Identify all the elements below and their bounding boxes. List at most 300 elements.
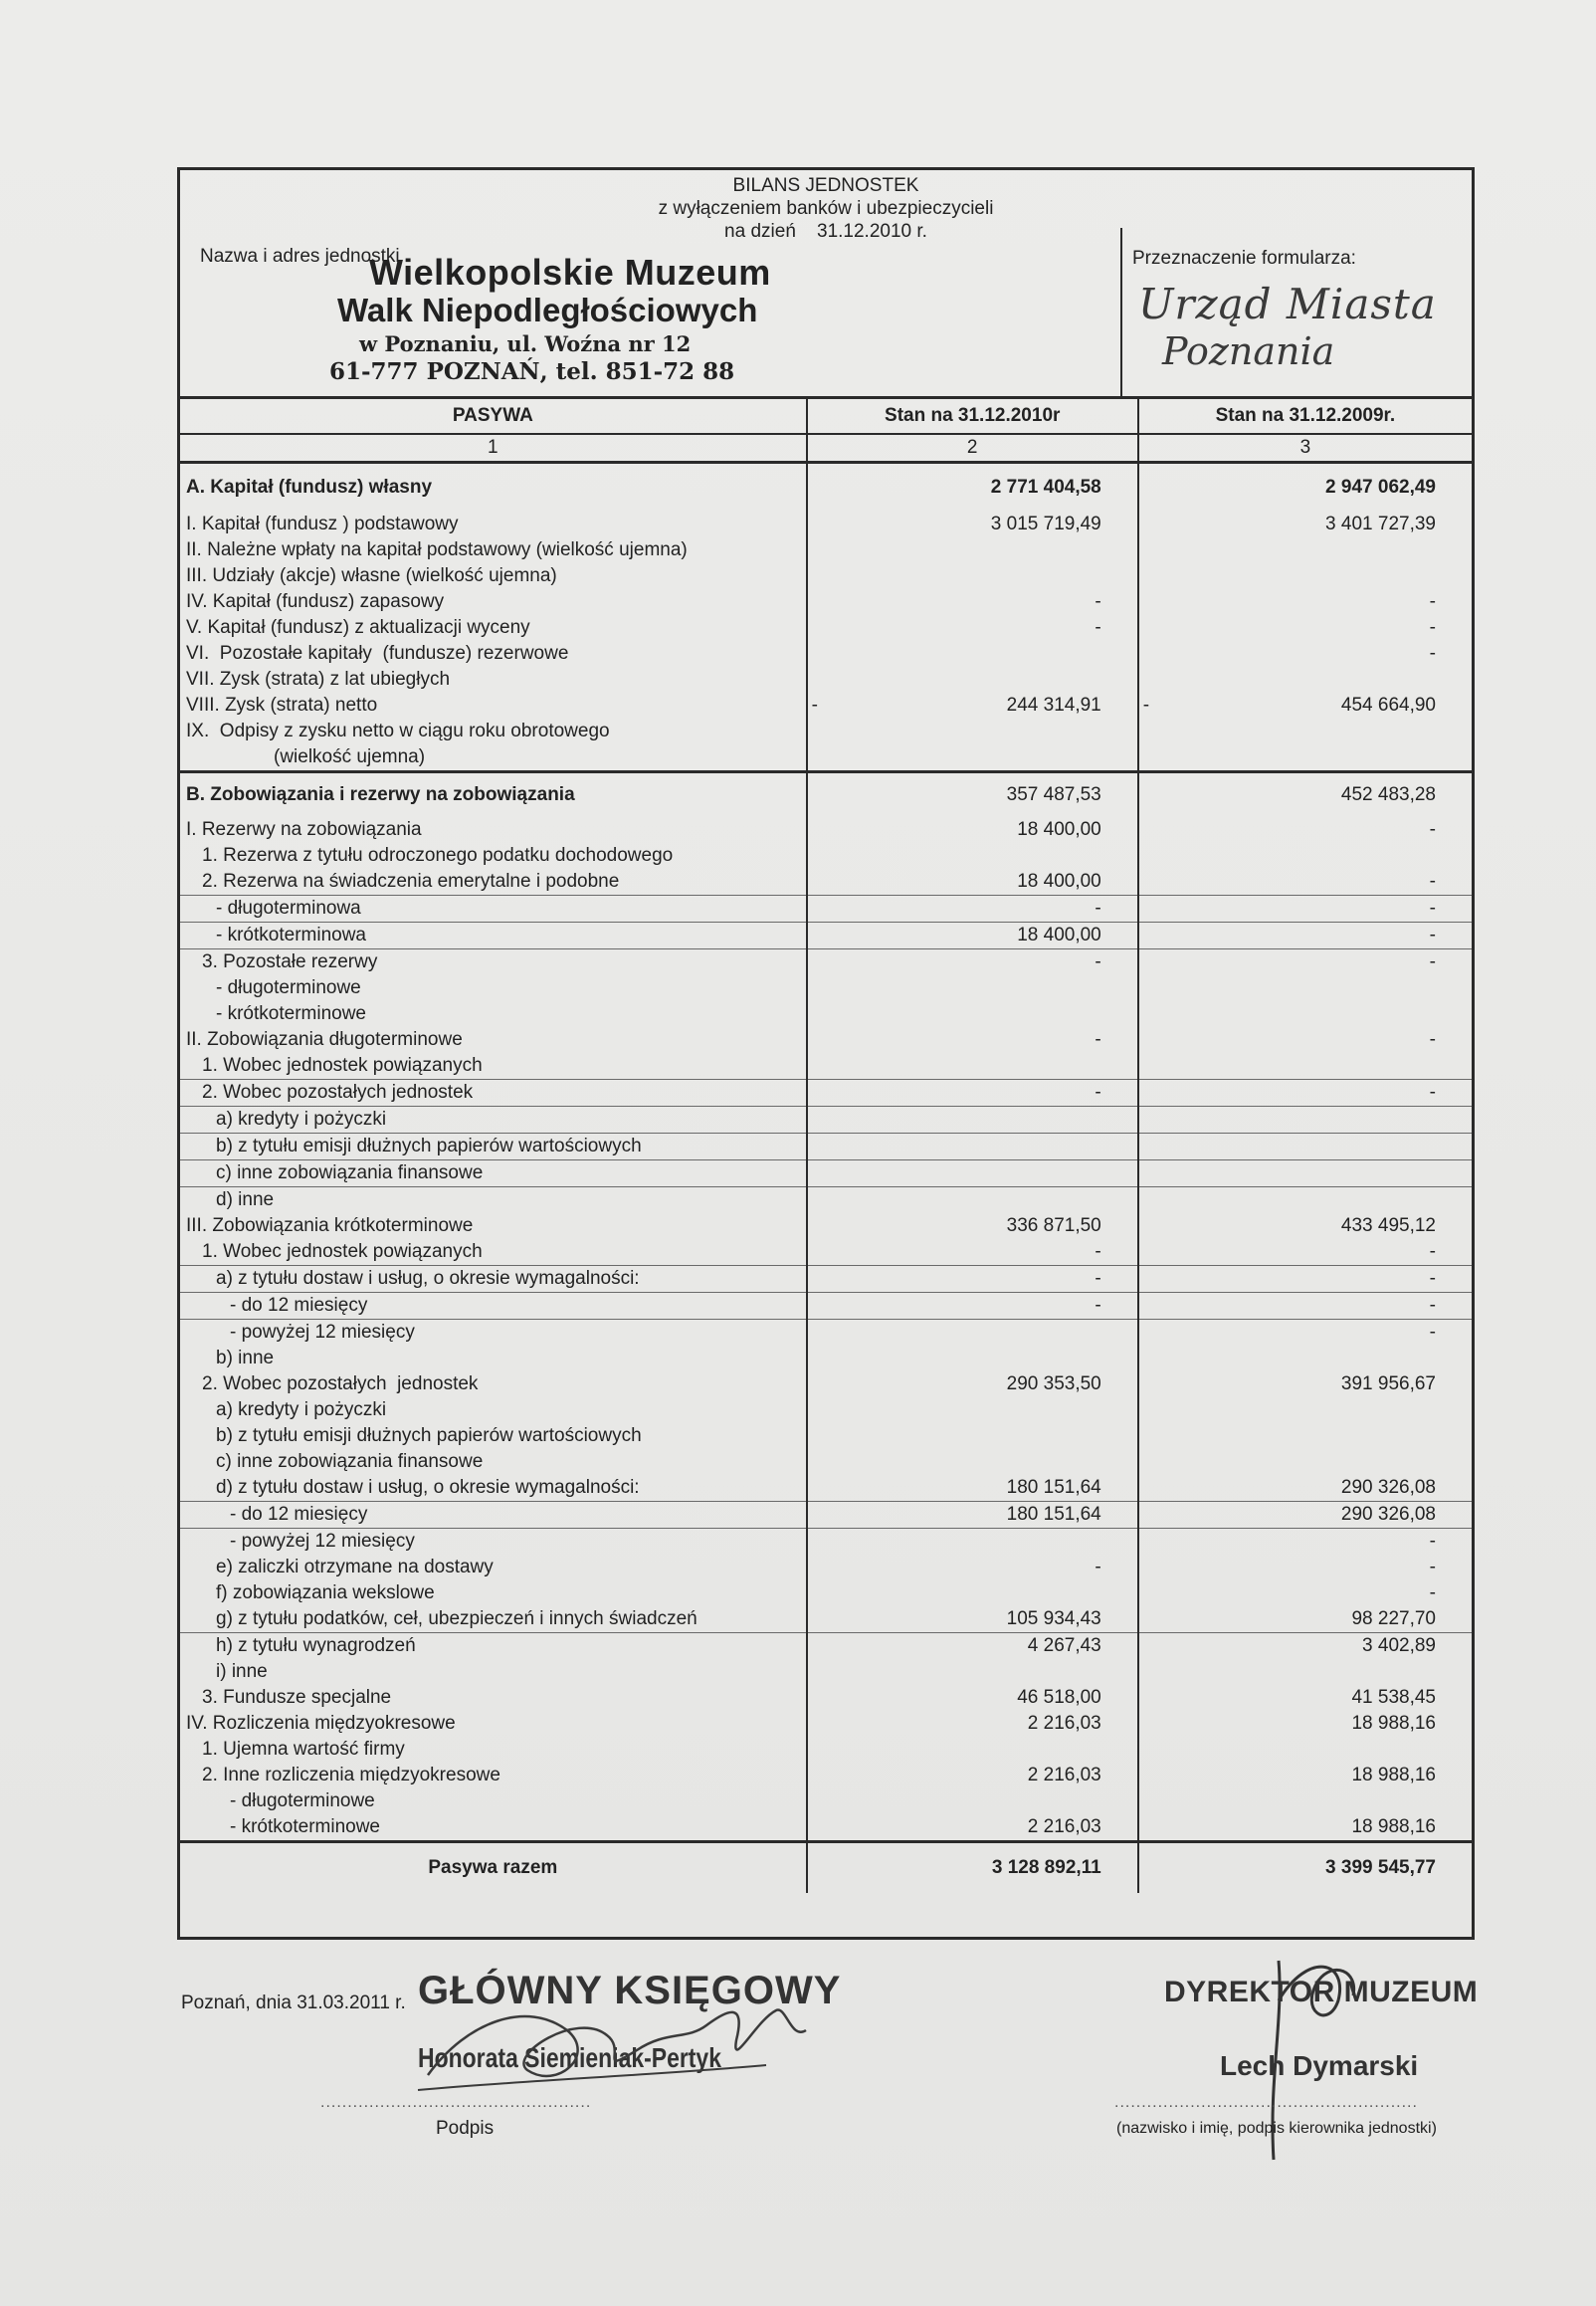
row-label-text: 1. Ujemna wartość firmy (202, 1739, 405, 1760)
value-2009 (1138, 1053, 1472, 1080)
sign-2010: - (811, 695, 818, 716)
table-row (180, 1266, 1472, 1293)
table-row (180, 1475, 1472, 1502)
value-2009 (1138, 1529, 1472, 1556)
value-2009 (1138, 1346, 1472, 1371)
value-2010 (807, 1606, 1138, 1633)
value-2009-text: 391 956,67 (1340, 1373, 1436, 1394)
table-row (180, 615, 1472, 641)
value-2009 (1138, 949, 1472, 976)
value-2010-text: - (1095, 1557, 1101, 1577)
value-2009 (1138, 1293, 1472, 1320)
table-row (180, 1134, 1472, 1160)
row-label (180, 869, 807, 896)
row-label (180, 1580, 807, 1606)
value-2009-text: 2 947 062,49 (1325, 477, 1436, 498)
row-label (180, 1737, 807, 1763)
value-2009 (1138, 641, 1472, 667)
value-2010-text: - (1095, 898, 1101, 919)
row-label (180, 719, 807, 772)
value-2009-text: - (1429, 1241, 1436, 1262)
table-row (180, 1423, 1472, 1449)
title-line-1: BILANS JEDNOSTEK (732, 175, 919, 196)
value-2010 (807, 1053, 1138, 1080)
value-2009 (1138, 1371, 1472, 1397)
row-label-text: Pasywa razem (428, 1857, 558, 1878)
row-label-text: 2. Rezerwa na świadczenia emerytalne i podobne (202, 871, 620, 892)
table-row (180, 667, 1472, 693)
table-row (180, 1814, 1472, 1842)
table-row (180, 1606, 1472, 1633)
value-2010-text: 18 400,00 (1017, 925, 1101, 945)
value-2009 (1138, 589, 1472, 615)
table-row (180, 1320, 1472, 1347)
row-label-text: b) inne (216, 1348, 275, 1368)
destination-handwritten-1: Urząd Miasta (1138, 280, 1437, 328)
value-2009-text: - (1429, 1557, 1436, 1577)
row-label-text: VIII. Zysk (strata) netto (186, 695, 378, 716)
stamp-line-1: Wielkopolskie Muzeum (369, 252, 771, 293)
row-label (180, 589, 807, 615)
value-2009 (1138, 1187, 1472, 1214)
row-label (180, 843, 807, 869)
value-2010 (807, 1788, 1138, 1814)
value-2010-text: 180 151,64 (1006, 1504, 1101, 1525)
value-2010 (807, 1001, 1138, 1027)
table-row (180, 1397, 1472, 1423)
row-label (180, 975, 807, 1001)
row-label-text: A. Kapitał (fundusz) własny (186, 477, 433, 498)
row-label-text: V. Kapitał (fundusz) z aktualizacji wyceny (186, 617, 530, 638)
value-2009 (1138, 1160, 1472, 1187)
row-label (180, 641, 807, 667)
col-number-2: 2 (807, 434, 1138, 463)
value-2010 (807, 1763, 1138, 1788)
row-label (180, 1001, 807, 1027)
value-2010-text: - (1095, 951, 1101, 972)
row-label (180, 1160, 807, 1187)
value-2010 (807, 1080, 1138, 1107)
row-label (180, 463, 807, 513)
value-2010 (807, 693, 1138, 719)
row-label-text: - do 12 miesięcy (230, 1295, 368, 1316)
value-2010 (807, 1449, 1138, 1475)
table-row (180, 1555, 1472, 1580)
value-2009-text: - (1429, 591, 1436, 612)
director-stamp: DYREKTOR MUZEUM (1164, 1976, 1479, 2008)
table-row (180, 1160, 1472, 1187)
row-label-text: VII. Zysk (strata) z lat ubiegłych (186, 669, 451, 690)
row-label (180, 1788, 807, 1814)
table-row (180, 1213, 1472, 1239)
value-2010 (807, 589, 1138, 615)
table-row (180, 817, 1472, 843)
value-2010 (807, 1529, 1138, 1556)
value-2010 (807, 896, 1138, 923)
row-label-text: 1. Rezerwa z tytułu odroczonego podatku dochodowego (202, 845, 674, 866)
value-2009 (1138, 1633, 1472, 1660)
row-label (180, 1080, 807, 1107)
value-2009 (1138, 1842, 1472, 1894)
value-2010 (807, 975, 1138, 1001)
value-2010 (807, 1814, 1138, 1842)
value-2009-text: 452 483,28 (1340, 784, 1436, 805)
table-row (180, 1842, 1472, 1894)
value-2009-text: - (1429, 1029, 1436, 1050)
value-2010-text: 2 216,03 (1027, 1713, 1101, 1734)
table-row (180, 537, 1472, 563)
value-2010 (807, 772, 1138, 818)
value-2010 (807, 1737, 1138, 1763)
row-label-text: a) z tytułu dostaw i usług, o okresie wymagalności: (216, 1268, 640, 1289)
value-2010-text: 3 128 892,11 (991, 1857, 1101, 1878)
value-2009-text: 18 988,16 (1351, 1765, 1436, 1785)
table-row (180, 1239, 1472, 1266)
row-label (180, 1814, 807, 1842)
value-2009 (1138, 615, 1472, 641)
value-2010 (807, 1842, 1138, 1894)
destination-box (1120, 228, 1472, 399)
value-2009 (1138, 1397, 1472, 1423)
row-label-text: II. Zobowiązania długoterminowe (186, 1029, 463, 1050)
value-2009 (1138, 772, 1472, 818)
value-2010 (807, 869, 1138, 896)
table-row (180, 1107, 1472, 1134)
row-label-text-2: (wielkość ujemna) (274, 746, 426, 767)
value-2009-text: - (1429, 925, 1436, 945)
value-2010-text: 105 934,43 (1006, 1608, 1101, 1629)
row-label (180, 1685, 807, 1711)
value-2009-text: - (1429, 1082, 1436, 1103)
value-2010-text: - (1095, 591, 1101, 612)
value-2010 (807, 512, 1138, 537)
value-2009 (1138, 1580, 1472, 1606)
table-row (180, 1529, 1472, 1556)
table-row (180, 1293, 1472, 1320)
value-2009-text: 454 664,90 (1340, 695, 1436, 716)
form-header (180, 170, 1472, 399)
value-2009 (1138, 512, 1472, 537)
title-line-3: na dzień 31.12.2010 r. (724, 221, 927, 242)
table-row (180, 1711, 1472, 1737)
table-row (180, 1001, 1472, 1027)
value-2009 (1138, 1711, 1472, 1737)
balance-table (180, 399, 1472, 1893)
row-label (180, 1346, 807, 1371)
value-2010-text: 180 151,64 (1006, 1477, 1101, 1498)
value-2009-text: - (1429, 1531, 1436, 1552)
row-label (180, 1213, 807, 1239)
value-2009-text: - (1429, 1582, 1436, 1603)
table-row (180, 512, 1472, 537)
value-2009 (1138, 1475, 1472, 1502)
value-2009-text: 98 227,70 (1351, 1608, 1436, 1629)
row-label-text: b) z tytułu emisji dłużnych papierów wartościowych (216, 1136, 642, 1156)
table-row (180, 719, 1472, 772)
value-2009 (1138, 563, 1472, 589)
row-label (180, 1711, 807, 1737)
value-2009 (1138, 1449, 1472, 1475)
value-2009 (1138, 843, 1472, 869)
signature-line-right: ........................................................ (1114, 2094, 1418, 2111)
stamp-line-4: 61-777 POZNAŃ, tel. 851-72 88 (329, 358, 735, 385)
table-row (180, 641, 1472, 667)
row-label-text: 3. Pozostałe rezerwy (202, 951, 378, 972)
signature-label: Podpis (436, 2118, 495, 2139)
row-label (180, 896, 807, 923)
value-2010 (807, 641, 1138, 667)
value-2009 (1138, 693, 1472, 719)
row-label-text: h) z tytułu wynagrodzeń (216, 1635, 416, 1656)
row-label-text: - powyżej 12 miesięcy (230, 1531, 415, 1552)
value-2010-text: 18 400,00 (1017, 819, 1101, 840)
value-2009-text: 18 988,16 (1351, 1816, 1436, 1837)
row-label-text: IV. Kapitał (fundusz) zapasowy (186, 591, 445, 612)
table-row (180, 1502, 1472, 1529)
row-label (180, 1475, 807, 1502)
director-name: Lech Dymarski (1220, 2050, 1419, 2081)
value-2009 (1138, 1763, 1472, 1788)
value-2009-text: - (1429, 898, 1436, 919)
row-label-text: b) z tytułu emisji dłużnych papierów wartościowych (216, 1425, 642, 1446)
row-label-text: IV. Rozliczenia międzyokresowe (186, 1713, 456, 1734)
table-row (180, 1580, 1472, 1606)
row-label-text: f) zobowiązania wekslowe (216, 1582, 435, 1603)
value-2009-text: - (1429, 871, 1436, 892)
value-2009 (1138, 1266, 1472, 1293)
row-label (180, 1633, 807, 1660)
value-2010 (807, 1711, 1138, 1737)
value-2010 (807, 1266, 1138, 1293)
value-2010 (807, 1213, 1138, 1239)
table-row (180, 896, 1472, 923)
row-label (180, 1320, 807, 1347)
value-2010 (807, 1423, 1138, 1449)
table-row (180, 923, 1472, 949)
value-2010 (807, 1555, 1138, 1580)
row-label-text: 1. Wobec jednostek powiązanych (202, 1055, 483, 1076)
row-label (180, 772, 807, 818)
row-label (180, 1134, 807, 1160)
row-label-text: III. Udziały (akcje) własne (wielkość ujemna) (186, 565, 557, 586)
value-2010 (807, 949, 1138, 976)
value-2009-text: - (1429, 617, 1436, 638)
value-2009 (1138, 1027, 1472, 1053)
value-2009-text: 3 402,89 (1362, 1635, 1436, 1656)
value-2010-text: 357 487,53 (1006, 784, 1101, 805)
row-label (180, 1187, 807, 1214)
value-2010-text: - (1095, 1268, 1101, 1289)
row-label-text: - długoterminowe (230, 1790, 375, 1811)
row-label-text: d) z tytułu dostaw i usług, o okresie wymagalności: (216, 1477, 640, 1498)
value-2009-text: 290 326,08 (1340, 1477, 1436, 1498)
row-label-text: a) kredyty i pożyczki (216, 1109, 387, 1130)
table-row (180, 1080, 1472, 1107)
column-number-row (180, 434, 1472, 463)
row-label-text: - krótkoterminowe (230, 1816, 380, 1837)
value-2009 (1138, 1213, 1472, 1239)
value-2010 (807, 1659, 1138, 1685)
row-label (180, 1555, 807, 1580)
value-2009 (1138, 869, 1472, 896)
row-label (180, 1529, 807, 1556)
row-label-text: 2. Wobec pozostałych jednostek (202, 1082, 474, 1103)
row-label-text: c) inne zobowiązania finansowe (216, 1451, 484, 1472)
value-2010-text: 18 400,00 (1017, 871, 1101, 892)
row-label-text: IX. Odpisy z zysku netto w ciągu roku obrotowego (186, 721, 610, 741)
value-2010 (807, 563, 1138, 589)
row-label (180, 1842, 807, 1894)
value-2009 (1138, 1737, 1472, 1763)
row-label (180, 1053, 807, 1080)
value-2010 (807, 1685, 1138, 1711)
value-2010 (807, 1580, 1138, 1606)
value-2010-text: 2 216,03 (1027, 1765, 1101, 1785)
col-number-1: 1 (180, 434, 807, 463)
value-2009 (1138, 1788, 1472, 1814)
row-label (180, 1371, 807, 1397)
chief-accountant-signature (408, 1981, 826, 2100)
value-2009-text: - (1429, 1268, 1436, 1289)
value-2009 (1138, 1001, 1472, 1027)
value-2010-text: 244 314,91 (1006, 695, 1101, 716)
value-2009-text: 41 538,45 (1351, 1687, 1436, 1708)
table-row (180, 1685, 1472, 1711)
row-label (180, 615, 807, 641)
value-2010 (807, 615, 1138, 641)
chief-accountant-stamp: GŁÓWNY KSIĘGOWY (418, 1969, 842, 2012)
row-label (180, 1397, 807, 1423)
sign-2009: - (1142, 695, 1150, 716)
title-line-2: z wyłączeniem banków i ubezpieczycieli (658, 198, 994, 219)
signature-line-left: .................................................. (320, 2094, 592, 2111)
value-2009 (1138, 975, 1472, 1001)
row-label (180, 563, 807, 589)
table-row (180, 463, 1472, 513)
entity-name-label: Nazwa i adres jednostki (200, 246, 400, 267)
row-label-text: - krótkoterminowa (216, 925, 366, 945)
value-2010-text: - (1095, 1295, 1101, 1316)
value-2010 (807, 1633, 1138, 1660)
value-2009 (1138, 1502, 1472, 1529)
table-row (180, 975, 1472, 1001)
value-2009 (1138, 1555, 1472, 1580)
row-label-text: 2. Inne rozliczenia międzyokresowe (202, 1765, 500, 1785)
value-2009 (1138, 817, 1472, 843)
row-label-text: a) kredyty i pożyczki (216, 1399, 387, 1420)
value-2009 (1138, 1080, 1472, 1107)
row-label (180, 1293, 807, 1320)
value-2010 (807, 1239, 1138, 1266)
col-number-3: 3 (1138, 434, 1472, 463)
row-label-text: 1. Wobec jednostek powiązanych (202, 1241, 483, 1262)
value-2009 (1138, 1239, 1472, 1266)
row-label-text: c) inne zobowiązania finansowe (216, 1162, 484, 1183)
row-label (180, 1239, 807, 1266)
value-2010 (807, 537, 1138, 563)
value-2009 (1138, 537, 1472, 563)
table-row (180, 1187, 1472, 1214)
value-2010 (807, 1346, 1138, 1371)
row-label (180, 1027, 807, 1053)
value-2010 (807, 719, 1138, 772)
value-2010-text: - (1095, 1082, 1101, 1103)
value-2009 (1138, 719, 1472, 772)
table-row (180, 693, 1472, 719)
row-label-text: - do 12 miesięcy (230, 1504, 368, 1525)
value-2010-text: 336 871,50 (1006, 1215, 1101, 1236)
value-2009 (1138, 1685, 1472, 1711)
value-2010 (807, 1134, 1138, 1160)
value-2010 (807, 1160, 1138, 1187)
row-label-text: - powyżej 12 miesięcy (230, 1322, 415, 1343)
row-label-text: III. Zobowiązania krótkoterminowe (186, 1215, 474, 1236)
row-label (180, 512, 807, 537)
row-label (180, 667, 807, 693)
value-2010 (807, 1293, 1138, 1320)
value-2010 (807, 1320, 1138, 1347)
value-2009 (1138, 896, 1472, 923)
row-label (180, 537, 807, 563)
table-row (180, 1449, 1472, 1475)
row-label-text: VI. Pozostałe kapitały (fundusze) rezerwowe (186, 643, 569, 664)
table-row (180, 949, 1472, 976)
value-2010-text: - (1095, 617, 1101, 638)
col-header-pasywa: PASYWA (180, 399, 807, 434)
row-label (180, 1423, 807, 1449)
value-2009 (1138, 463, 1472, 513)
row-label-text: i) inne (216, 1661, 268, 1682)
row-label-text: B. Zobowiązania i rezerwy na zobowiązania (186, 784, 575, 805)
table-row (180, 772, 1472, 818)
row-label (180, 1659, 807, 1685)
value-2009 (1138, 667, 1472, 693)
value-2009 (1138, 1134, 1472, 1160)
stamp-line-2: Walk Niepodległościowych (337, 292, 758, 328)
row-label-text: 2. Wobec pozostałych jednostek (202, 1373, 479, 1394)
value-2009 (1138, 1107, 1472, 1134)
value-2009-text: - (1429, 1322, 1436, 1343)
stamp-line-3: w Poznaniu, ul. Woźna nr 12 (359, 331, 692, 356)
value-2010 (807, 1397, 1138, 1423)
row-label-text: - długoterminowe (216, 977, 361, 998)
value-2009 (1138, 1606, 1472, 1633)
table-row (180, 1027, 1472, 1053)
value-2010-text: 2 216,03 (1027, 1816, 1101, 1837)
destination-label: Przeznaczenie formularza: (1132, 248, 1356, 269)
row-label (180, 1502, 807, 1529)
value-2009-text: 433 495,12 (1340, 1215, 1436, 1236)
value-2010-text: 2 771 404,58 (990, 477, 1101, 498)
value-2010 (807, 1475, 1138, 1502)
table-row (180, 589, 1472, 615)
table-row (180, 1659, 1472, 1685)
place-date: Poznań, dnia 31.03.2011 r. (181, 1992, 406, 2013)
chief-accountant-name: Honorata Siemieniak-Pertyk (418, 2042, 721, 2073)
director-caption: (nazwisko i imię, podpis kierownika jednostki) (1116, 2120, 1437, 2137)
table-header-row (180, 399, 1472, 434)
value-2010-text: 3 015 719,49 (990, 514, 1101, 534)
value-2010-text: 4 267,43 (1027, 1635, 1101, 1656)
table-row (180, 1763, 1472, 1788)
value-2010-text: 46 518,00 (1017, 1687, 1101, 1708)
value-2009-text: 3 401 727,39 (1325, 514, 1436, 534)
col-header-2010: Stan na 31.12.2010r (807, 399, 1138, 434)
value-2010 (807, 843, 1138, 869)
value-2009-text: 290 326,08 (1340, 1504, 1436, 1525)
table-row (180, 1371, 1472, 1397)
row-label-text: e) zaliczki otrzymane na dostawy (216, 1557, 494, 1577)
